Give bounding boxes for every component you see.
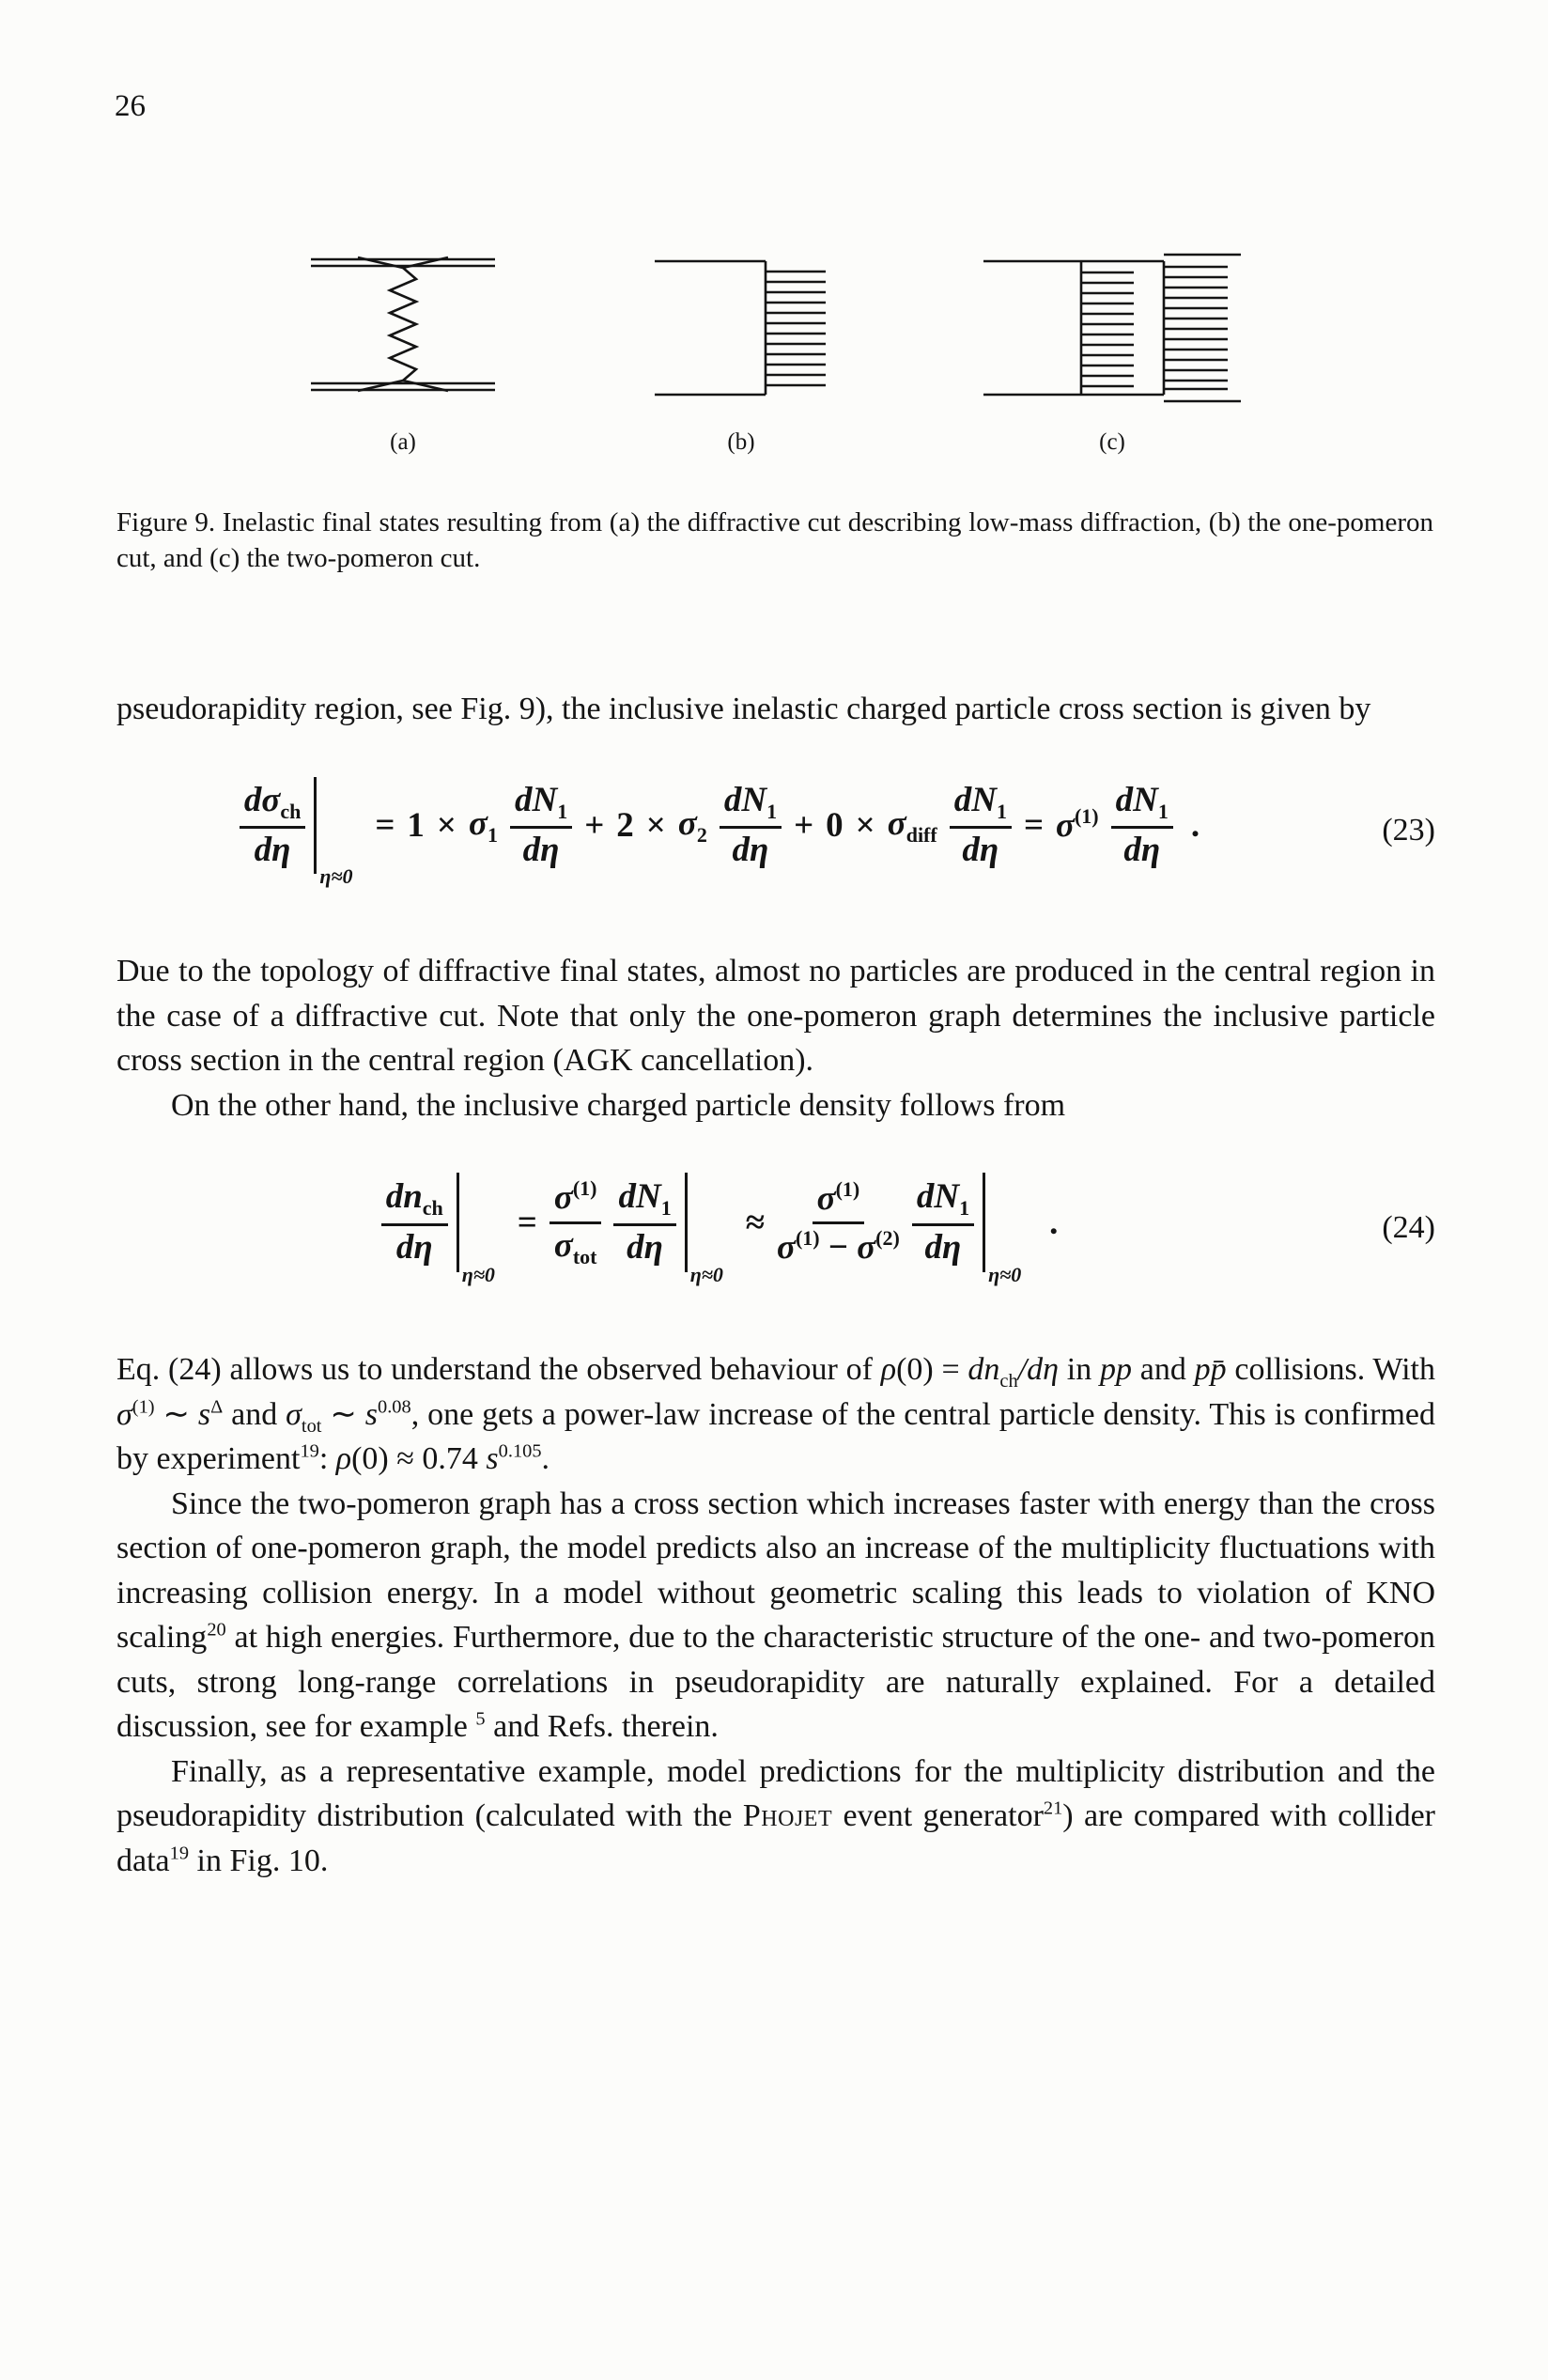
vertical-bar bbox=[457, 1173, 459, 1272]
diagram-a bbox=[300, 246, 506, 456]
vertical-bar bbox=[983, 1173, 985, 1272]
vertical-bar bbox=[314, 777, 317, 875]
diagram-a-label: (a) bbox=[390, 429, 416, 455]
equation-24-body: $\frac{dn_{ch}}{d\eta}$ η≈0 = $\frac{\sigma^{(1)}}{\sigma_{tot}}$ $\frac{dN_1}{d\eta}$ η≈0 ≈ $\frac{\sigma^{(1)}}{\sigma^{(1)} - \sigma^{(2)}}$ $\frac{dN_1}{d\eta}$ η≈0 . bbox=[116, 1176, 1323, 1268]
evaluated-at-bar: η≈0 bbox=[983, 1176, 1031, 1268]
two-pomeron-cut-diagram-icon bbox=[976, 246, 1248, 411]
dsigma-deta-fraction: $\frac{d\sigma_{ch}}{d\eta}$ bbox=[240, 781, 305, 871]
body-text bbox=[116, 687, 1435, 1883]
dn-deta-fraction: $\frac{dN_1}{d\eta}$ bbox=[613, 1177, 675, 1268]
page-number: 26 bbox=[115, 89, 146, 123]
equation-23-body: $\frac{d\sigma_{ch}}{d\eta}$ η≈0 = 1 × $\sigma_1$ $\frac{dN_1}{d\eta}$ + 2 × $\sigma_2$ $\frac{dN_1}{d\eta}$ + 0 × $\sigma_{diff}$ $\frac{dN_1}{d\eta}$ = $\sigma^{(1)}$ $\frac{dN_1}{d\eta}$ . bbox=[116, 781, 1323, 871]
diagram-b bbox=[647, 246, 835, 456]
equation-23 bbox=[116, 775, 1435, 895]
diagram-c-label: (c) bbox=[1099, 429, 1125, 455]
figure-9 bbox=[0, 0, 1548, 576]
diagram-c bbox=[976, 246, 1248, 456]
dn-ch-deta-fraction: $\frac{dn_{ch}}{d\eta}$ bbox=[381, 1177, 448, 1268]
paragraph-two-pomeron: Since the two-pomeron graph has a cross section which increases faster with energy than the cross section of one-pomeron graph, the model predicts also an increase of the multiplicity fluctuations with increasing collision energy. In a model without geometric scaling this leads to violation of KNO scaling$^{20}$ at high energies. Furthermore, due to the characteristic structure of the one- and two-pomeron cuts, strong long-range correlations in pseudorapidity are naturally explained. For a detailed discussion, see for example $^5$ and Refs. therein. bbox=[116, 1486, 1435, 1745]
equation-24 bbox=[116, 1171, 1435, 1293]
sigma-ratio-fraction: $\frac{\sigma^{(1)}}{\sigma_{tot}}$ bbox=[550, 1176, 602, 1268]
figure-caption: Figure 9. Inelastic final states resulting from (a) the diffractive cut describing low-mass diffraction, (b) the one-pomeron cut, and (c) the two-pomeron cut. bbox=[116, 507, 1433, 573]
evaluated-at-bar: η≈0 bbox=[685, 1176, 734, 1268]
equation-24-number: (24) bbox=[1382, 1210, 1435, 1246]
evaluated-at-bar: η≈0 bbox=[457, 1176, 505, 1268]
evaluated-at-bar: η≈0 bbox=[314, 781, 363, 871]
paragraph-topology: Due to the topology of diffractive final states, almost no particles are produced in the central region in the case of a diffractive cut. Note that only the one-pomeron graph determines the inclusive particle cross section in the central region (AGK cancellation). bbox=[116, 954, 1435, 1079]
paragraph-other-hand: On the other hand, the inclusive charged particle density follows from bbox=[171, 1087, 1066, 1123]
one-pomeron-cut-diagram-icon bbox=[647, 246, 835, 411]
paragraph-finally: Finally, as a representative example, model predictions for the multiplicity distribution and the pseudorapidity distribution (calculated with the Phojet event generator$^{21}$) are compared with collider data$^{19}$ in Fig. 10. bbox=[116, 1753, 1435, 1878]
dn-deta-fraction: $\frac{dN_1}{d\eta}$ bbox=[912, 1177, 974, 1268]
dn-deta-fraction: $\frac{dN_1}{d\eta}$ bbox=[950, 781, 1012, 871]
diagram-b-label: (b) bbox=[727, 429, 755, 455]
equation-23-number: (23) bbox=[1382, 813, 1435, 848]
paragraph-eq24-discussion: Eq. (24) allows us to understand the observed behaviour of $\rho(0) = dn_{ch}/d\eta$ in pp and pp̄ collisions. With $\sigma^{(1)}$ ∼ $s^\Delta$ and $\sigma_{tot}$ ∼ $s^{0.08}$, one gets a power-law increase of the central particle density. This is confirmed by experiment$^{19}$: ρ(0) ≈ 0.74 $s^{0.105}$. bbox=[116, 1352, 1435, 1477]
diffractive-cut-diagram-icon bbox=[300, 246, 506, 411]
dn-deta-fraction: $\frac{dN_1}{d\eta}$ bbox=[720, 781, 782, 871]
dn-deta-fraction: $\frac{dN_1}{d\eta}$ bbox=[510, 781, 572, 871]
dn-deta-fraction: $\frac{dN_1}{d\eta}$ bbox=[1111, 781, 1173, 871]
paragraph-intro: pseudorapidity region, see Fig. 9), the inclusive inelastic charged particle cross section is given by bbox=[116, 692, 1371, 726]
figure-diagrams bbox=[0, 246, 1548, 456]
vertical-bar bbox=[685, 1173, 688, 1272]
sigma-difference-fraction: $\frac{\sigma^{(1)}}{\sigma^{(1)} - \sigma^{(2)}}$ bbox=[777, 1176, 900, 1268]
